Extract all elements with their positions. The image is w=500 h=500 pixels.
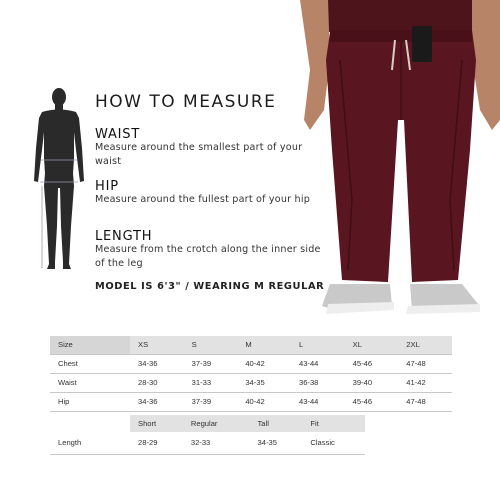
length-header-row bbox=[50, 415, 365, 432]
table-cell: 36-38 bbox=[291, 373, 345, 392]
table-cell: 34-35 bbox=[237, 373, 291, 392]
row-label: Waist bbox=[50, 373, 130, 392]
table-cell: 47-48 bbox=[398, 354, 452, 373]
length-header-cell: Short bbox=[130, 415, 183, 432]
table-cell: 32-33 bbox=[183, 432, 250, 454]
table-cell: 40-42 bbox=[237, 354, 291, 373]
table-cell: 31-33 bbox=[184, 373, 238, 392]
row-label: Length bbox=[50, 432, 130, 454]
page-title: HOW TO MEASURE bbox=[95, 92, 277, 112]
length-description: Measure from the crotch along the inner side of the leg bbox=[95, 244, 321, 269]
table-cell: 45-46 bbox=[345, 392, 399, 411]
row-label: Chest bbox=[50, 354, 130, 373]
length-header-cell bbox=[50, 415, 130, 432]
table-cell: 37-39 bbox=[184, 354, 238, 373]
size-header-cell: S bbox=[184, 336, 238, 354]
waist-heading: WAIST bbox=[95, 127, 141, 142]
size-header-cell: Size bbox=[50, 336, 130, 354]
table-cell: 47-48 bbox=[398, 392, 452, 411]
length-header-cell: Tall bbox=[250, 415, 303, 432]
table-row bbox=[50, 392, 452, 411]
body-silhouette-icon bbox=[22, 86, 92, 276]
hip-heading: HIP bbox=[95, 179, 119, 194]
table-cell: 34-35 bbox=[250, 432, 303, 454]
size-chart-table bbox=[50, 336, 452, 412]
table-cell: 37-39 bbox=[184, 392, 238, 411]
size-header-cell: M bbox=[237, 336, 291, 354]
table-cell: 34-36 bbox=[130, 354, 184, 373]
length-chart-table bbox=[50, 415, 365, 455]
table-cell: 39-40 bbox=[345, 373, 399, 392]
length-header-cell: Regular bbox=[183, 415, 250, 432]
size-header-cell: L bbox=[291, 336, 345, 354]
length-heading: LENGTH bbox=[95, 229, 153, 244]
table-cell: 43-44 bbox=[291, 354, 345, 373]
size-header-cell: 2XL bbox=[398, 336, 452, 354]
table-cell: 43-44 bbox=[291, 392, 345, 411]
size-header-row bbox=[50, 336, 452, 354]
table-cell: 28-30 bbox=[130, 373, 184, 392]
table-cell: 41-42 bbox=[398, 373, 452, 392]
row-label: Hip bbox=[50, 392, 130, 411]
table-row bbox=[50, 432, 365, 454]
model-info: MODEL IS 6'3" / WEARING M REGULAR bbox=[95, 281, 325, 292]
table-cell: 28-29 bbox=[130, 432, 183, 454]
length-header-cell: Fit bbox=[302, 415, 365, 432]
table-row bbox=[50, 354, 452, 373]
size-header-cell: XL bbox=[345, 336, 399, 354]
waist-description: Measure around the smallest part of your waist bbox=[95, 142, 303, 167]
model-pants-image bbox=[300, 0, 500, 320]
table-cell: 45-46 bbox=[345, 354, 399, 373]
table-cell: 34-36 bbox=[130, 392, 184, 411]
table-cell: 40-42 bbox=[237, 392, 291, 411]
size-header-cell: XS bbox=[130, 336, 184, 354]
table-cell: Classic bbox=[302, 432, 365, 454]
table-row bbox=[50, 373, 452, 392]
hip-description: Measure around the fullest part of your hip bbox=[95, 194, 310, 205]
